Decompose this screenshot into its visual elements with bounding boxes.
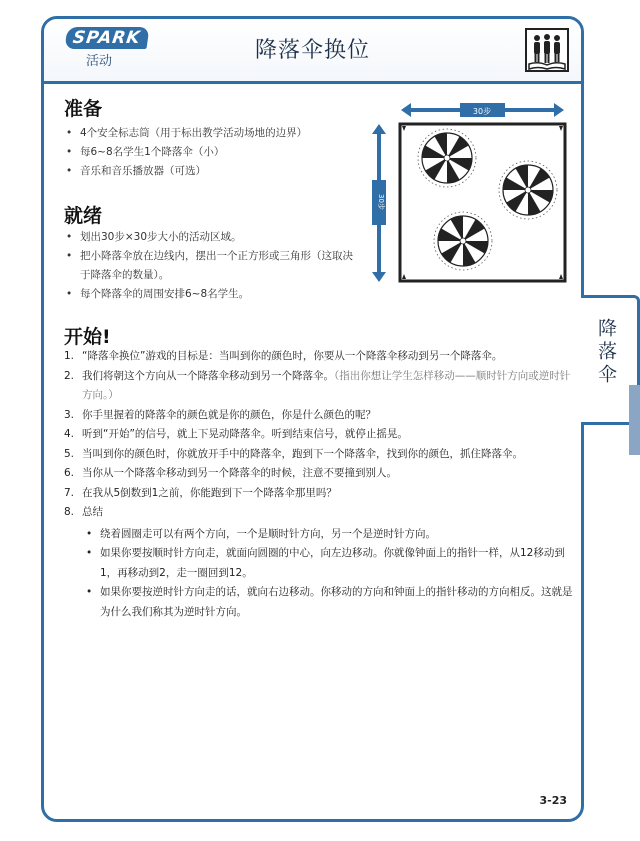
side-dimension-label: 30步 <box>377 194 385 210</box>
list-item: • 音乐和音乐播放器（可选） <box>64 162 354 181</box>
list-item: • 划出30步×30步大小的活动区域。 <box>64 228 360 247</box>
people-book-icon <box>525 28 569 72</box>
setup-heading: 就绪 <box>64 205 103 227</box>
list-item: • 每个降落伞的周围安排6~8名学生。 <box>64 285 360 304</box>
card-header <box>44 19 581 84</box>
prepare-heading: 准备 <box>64 98 103 120</box>
logo-word: SPARK <box>64 27 149 49</box>
list-item: 7. 在我从5倒数到1之前，你能跑到下一个降落伞那里吗？ <box>64 486 337 499</box>
summary-item: • 如果你要按逆时针方向走的话，就向右边移动。你移动的方向和钟面上的指针移动的方向相反。这就是为什么我们称其为逆时针方向。 <box>84 583 576 622</box>
page-title: 降落伞换位 <box>254 38 370 63</box>
list-item: 1. “降落伞换位”游戏的目标是：当叫到你的颜色时，你要从一个降落伞移动到另一个降落伞。 <box>64 350 503 362</box>
hint-text: （指出你想让学生怎样移动——顺时针方向或逆时针方向。） <box>82 369 571 401</box>
summary-list <box>82 525 576 623</box>
list-item: 2. 我们将朝这个方向从一个降落伞移动到另一个降落伞。（指出你想让学生怎样移动——顺时针方向或逆时针方向。） <box>64 369 571 401</box>
list-item: 3. 你手里握着的降落伞的颜色就是你的颜色，你是什么颜色的呢？ <box>64 408 376 421</box>
top-dimension-label: 30步 <box>472 107 492 116</box>
list-item: 6. 当你从一个降落伞移动到另一个降落伞的时候，注意不要撞到别人。 <box>64 467 397 479</box>
list-item: • 每6~8名学生1个降落伞（小） <box>64 143 354 162</box>
summary-item: • 如果你要按顺时针方向走，就面向圆圈的中心，向左边移动。你就像钟面上的指针一样，从12移动到1，再移动到2，走一圈回到12。 <box>84 544 576 583</box>
prepare-list <box>64 124 354 181</box>
list-item: 4. 听到“开始”的信号，就上下晃动降落伞。听到结束信号，就停止摇晃。 <box>64 428 408 440</box>
list-item: • 把小降落伞放在边线内，摆出一个正方形或三角形（这取决于降落伞的数量）。 <box>64 247 360 285</box>
page-number: 3-23 <box>539 794 567 807</box>
list-item: 8. 总结 • 绕着圆圈走可以有两个方向，一个是顺时针方向，另一个是逆时针方向。 • 如果你要按顺时针方向走，就面向圆圈的中心，向左边移动。你就像钟面上的指针一样，从12移动到1，再移动到2，走一圈回到12。 • 如果你要按逆时针方向走的话，就向右边移动。你移动的方向和钟面上的指针移动的方向相反。这就是为什么我们称其为逆时针方向。 <box>64 503 576 622</box>
field-diagram <box>365 98 580 288</box>
list-item: 5. 当叫到你的颜色时，你就放开手中的降落伞，跑到下一个降落伞，找到你的颜色，抓住降落伞。 <box>64 447 523 460</box>
list-item: • 4个安全标志筒（用于标出教学活动场地的边界） <box>64 124 354 143</box>
logo-subtitle: 活动 <box>86 54 113 69</box>
start-heading: 开始! <box>64 326 111 348</box>
side-stripe <box>629 385 640 455</box>
setup-list <box>64 228 360 304</box>
summary-item: • 绕着圆圈走可以有两个方向，一个是顺时针方向，另一个是逆时针方向。 <box>84 525 576 545</box>
steps-list <box>64 347 576 622</box>
section-tab-label: 降落伞 <box>595 318 617 387</box>
